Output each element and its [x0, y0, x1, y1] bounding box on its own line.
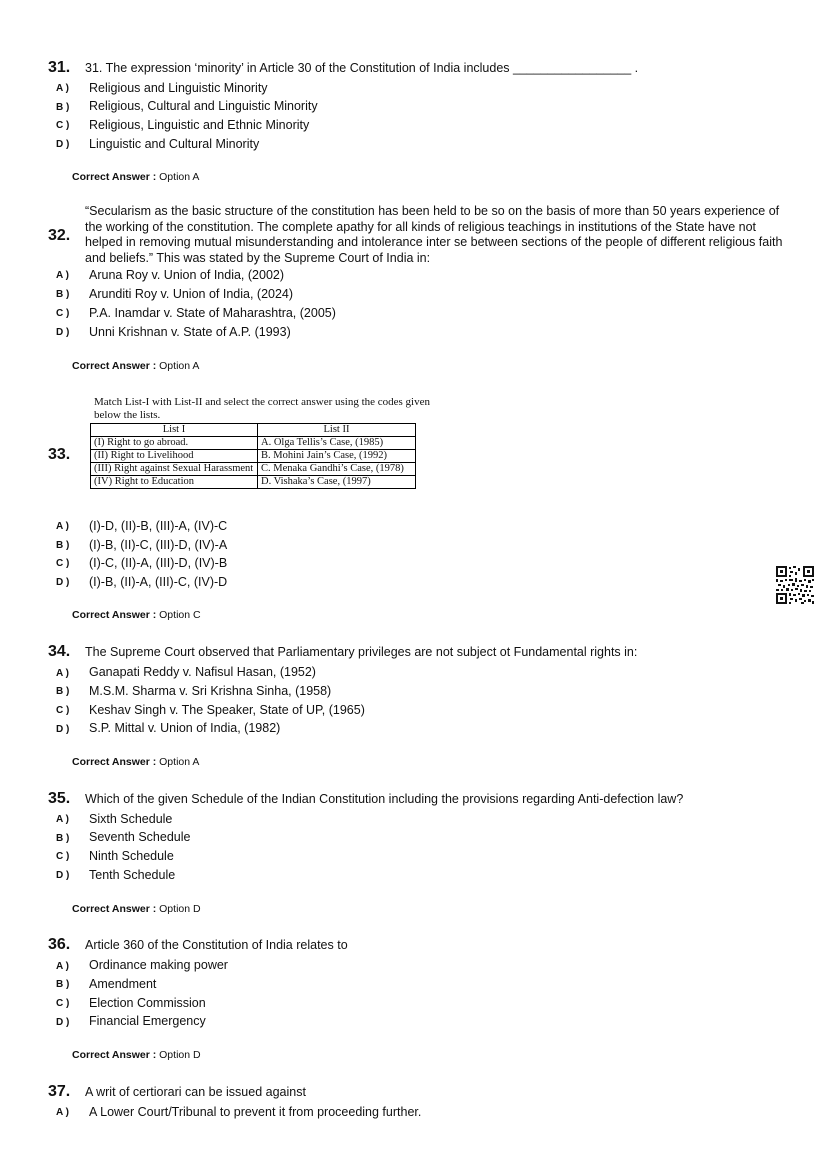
option-text: P.A. Inamdar v. State of Maharashtra, (2005): [89, 306, 336, 320]
option-letter: A ): [56, 1107, 69, 1118]
option-text: Religious, Cultural and Linguistic Minority: [89, 99, 318, 113]
table-header-row: [91, 424, 416, 437]
option-text: (I)-C, (II)-A, (III)-D, (IV)-B: [89, 556, 228, 570]
question-text: “Secularism as the basic structure of the constitution has been held to be so on the basis of more than 50 years experience of the working of the constitution. The complete apathy for all kinds of religious teachings in institutions of the State have not helped in removing mutual misunderstanding and intolerance inter se between sections of the people of different religious faith and beliefs.” This was stated by the Supreme Court of India in:: [85, 204, 783, 265]
table-row: [91, 476, 416, 489]
answer-label: Correct Answer :: [72, 171, 157, 183]
option-text: Financial Emergency: [89, 1014, 206, 1028]
option-text: Unni Krishnan v. State of A.P. (1993): [89, 325, 291, 339]
option-letter: D ): [56, 327, 70, 338]
question-text: Article 360 of the Constitution of India relates to: [85, 938, 348, 952]
option-text: S.P. Mittal v. Union of India, (1982): [89, 721, 281, 735]
option-letter: D ): [56, 870, 70, 881]
answer-value: Option A: [159, 171, 200, 183]
list-ii-cell: D. Vishaka’s Case, (1997): [258, 476, 416, 489]
option-letter: B ): [56, 979, 70, 990]
option-text: Ganapati Reddy v. Nafisul Hasan, (1952): [89, 665, 316, 679]
option-text: (I)-B, (II)-A, (III)-C, (IV)-D: [89, 575, 228, 589]
question-number: 37.: [48, 1083, 71, 1100]
option-text: Arunditi Roy v. Union of India, (2024): [89, 287, 294, 301]
option-letter: C ): [56, 308, 70, 319]
list-i-cell: (III) Right against Sexual Harassment: [91, 463, 258, 476]
option-letter: C ): [56, 120, 70, 131]
list-ii-cell: B. Mohini Jain’s Case, (1992): [258, 450, 416, 463]
answer-value: Option D: [159, 1049, 201, 1061]
option-letter: C ): [56, 705, 70, 716]
answer-label: Correct Answer :: [72, 609, 157, 621]
option-letter: B ): [56, 102, 70, 113]
option-text: Linguistic and Cultural Minority: [89, 137, 260, 151]
question-text: Which of the given Schedule of the Indian Constitution including the provisions regarding Anti-defection law?: [85, 792, 684, 806]
correct-answer: [72, 756, 199, 768]
answer-label: Correct Answer :: [72, 756, 157, 768]
option-letter: A ): [56, 521, 69, 532]
option-text: Election Commission: [89, 996, 206, 1010]
option-letter: D ): [56, 724, 70, 735]
option-text: Tenth Schedule: [89, 868, 176, 882]
option-letter: A ): [56, 270, 69, 281]
question-number: 33.: [48, 446, 71, 463]
question-number: 34.: [48, 643, 71, 660]
option-letter: B ): [56, 686, 70, 697]
question-number: 36.: [48, 936, 71, 953]
option-letter: D ): [56, 577, 70, 588]
answer-value: Option A: [159, 756, 200, 768]
list-ii-header: List II: [258, 424, 416, 437]
question-text: 31. The expression ‘minority’ in Article 30 of the Constitution of India includes _________________ .: [85, 61, 639, 75]
option-letter: D ): [56, 1017, 70, 1028]
list-i-header: List I: [91, 424, 258, 437]
option-text: M.S.M. Sharma v. Sri Krishna Sinha, (1958): [89, 684, 332, 698]
option-letter: C ): [56, 998, 70, 1009]
option-letter: D ): [56, 139, 70, 150]
question-number: 32.: [48, 227, 71, 244]
option-letter: B ): [56, 540, 70, 551]
match-table: [90, 423, 416, 489]
option-letter: C ): [56, 851, 70, 862]
option-letter: A ): [56, 83, 69, 94]
answer-label: Correct Answer :: [72, 1049, 157, 1061]
option-text: (I)-D, (II)-B, (III)-A, (IV)-C: [89, 519, 228, 533]
option-text: Aruna Roy v. Union of India, (2002): [89, 268, 285, 282]
question-number: 31.: [48, 59, 71, 76]
correct-answer: [72, 609, 201, 621]
question-number: 35.: [48, 790, 71, 807]
option-text: Religious and Linguistic Minority: [89, 81, 268, 95]
answer-value: Option D: [159, 903, 201, 915]
option-letter: A ): [56, 668, 69, 679]
option-letter: A ): [56, 961, 69, 972]
match-intro: Match List-I with List-II and select the correct answer using the codes given below the lists.: [94, 396, 430, 421]
correct-answer: [72, 171, 199, 183]
option-letter: C ): [56, 558, 70, 569]
option-text: Seventh Schedule: [89, 830, 191, 844]
option-text: (I)-B, (II)-C, (III)-D, (IV)-A: [89, 538, 228, 552]
correct-answer: [72, 360, 199, 372]
option-text: A Lower Court/Tribunal to prevent it from proceeding further.: [89, 1105, 422, 1119]
table-row: [91, 463, 416, 476]
option-letter: B ): [56, 833, 70, 844]
qr-code-icon: [776, 566, 814, 604]
list-i-cell: (IV) Right to Education: [91, 476, 258, 489]
question-text: A writ of certiorari can be issued against: [85, 1085, 306, 1099]
correct-answer: [72, 903, 201, 915]
option-letter: A ): [56, 814, 69, 825]
option-text: Religious, Linguistic and Ethnic Minority: [89, 118, 310, 132]
list-ii-cell: A. Olga Tellis’s Case, (1985): [258, 437, 416, 450]
match-list-image: [90, 396, 430, 489]
option-text: Sixth Schedule: [89, 812, 173, 826]
option-text: Amendment: [89, 977, 157, 991]
answer-value: Option C: [159, 609, 201, 621]
table-row: [91, 437, 416, 450]
table-row: [91, 450, 416, 463]
option-text: Ordinance making power: [89, 958, 228, 972]
list-i-cell: (II) Right to Livelihood: [91, 450, 258, 463]
list-i-cell: (I) Right to go abroad.: [91, 437, 258, 450]
option-letter: B ): [56, 289, 70, 300]
option-text: Ninth Schedule: [89, 849, 174, 863]
correct-answer: [72, 1049, 201, 1061]
question-text: The Supreme Court observed that Parliamentary privileges are not subject ot Fundamental rights in:: [85, 645, 638, 659]
list-ii-cell: C. Menaka Gandhi’s Case, (1978): [258, 463, 416, 476]
answer-value: Option A: [159, 360, 200, 372]
option-text: Keshav Singh v. The Speaker, State of UP, (1965): [89, 703, 365, 717]
answer-label: Correct Answer :: [72, 903, 157, 915]
answer-label: Correct Answer :: [72, 360, 157, 372]
